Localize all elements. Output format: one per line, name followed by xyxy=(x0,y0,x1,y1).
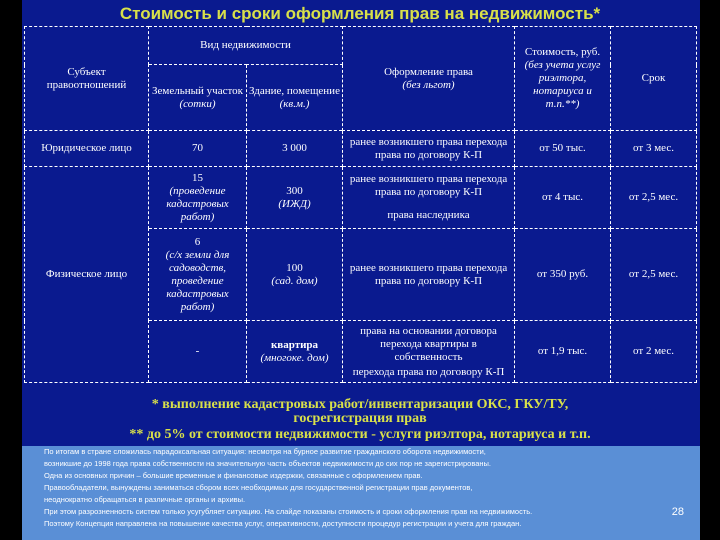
bottom-text-line: По итогам в стране сложилась парадоксальная ситуация: несмотря на бурное развитие гражданского оборота недвижимости, xyxy=(44,447,486,456)
header-land xyxy=(149,65,247,131)
row-building-note: (ИЖД) xyxy=(278,197,311,210)
row-land: - xyxy=(149,321,247,383)
bottom-text-line: Правообладатели, вынуждены заниматься сбором всех необходимых для государственной регистрации прав документов, xyxy=(44,483,473,492)
header-land-unit: (сотки) xyxy=(179,97,216,110)
footnote-line-1: * выполнение кадастровых работ/инвентаризации ОКС, ГКУ/ТУ, xyxy=(151,397,569,412)
header-building xyxy=(247,65,343,131)
row-cost: от 50 тыс. xyxy=(515,131,611,167)
row-land: 70 xyxy=(149,131,247,167)
row-building-note: (сад. дом) xyxy=(271,274,318,287)
header-registration-note: (без льгот) xyxy=(402,78,455,91)
row-building-value: квартира xyxy=(270,338,319,351)
header-cost xyxy=(515,27,611,131)
row-building-value: 300 xyxy=(286,184,303,197)
row-land xyxy=(149,229,247,321)
row-term: от 2 мес. xyxy=(611,321,697,383)
bottom-text-panel xyxy=(22,446,700,540)
row-building xyxy=(247,229,343,321)
slide-title: Стоимость и сроки оформления прав на недвижимость* xyxy=(119,4,601,23)
row-registration-heir: права наследника xyxy=(387,209,470,221)
row-land xyxy=(149,167,247,229)
row-registration-transfer: перехода права по договору К-П xyxy=(352,365,505,378)
row-registration: ранее возникшего права перехода права по договору К-П xyxy=(343,229,515,321)
footnote-line-2: госрегистрация прав xyxy=(293,411,427,426)
row-registration-text: ранее возникшего права перехода права по договору К-П xyxy=(349,173,508,198)
header-subject: Субъект правоотношений xyxy=(25,27,149,131)
row-cost: от 350 руб. xyxy=(515,229,611,321)
row-registration-text: права на основании договора перехода квартиры в собственность xyxy=(360,324,497,363)
row-building-value: 100 xyxy=(286,261,303,274)
table-row xyxy=(25,131,697,167)
row-land-note: (с/х земли для садоводств, проведение кадастровых работ) xyxy=(165,248,230,313)
cost-table xyxy=(24,26,697,383)
row-subject: Юридическое лицо xyxy=(25,131,149,167)
bottom-text-line: Поэтому Концепция направлена на повышение качества услуг, оперативности, доступности процедур регистрации и учета для граждан. xyxy=(44,519,522,528)
page-number: 28 xyxy=(671,506,684,518)
header-cost-label: Стоимость, руб. xyxy=(524,46,601,58)
bottom-text-line: неоднократно обращаться в различные органы и архивы. xyxy=(44,495,246,504)
row-term: от 2,5 мес. xyxy=(611,167,697,229)
header-building-label: Здание, помещение xyxy=(249,84,340,97)
row-cost: от 1,9 тыс. xyxy=(515,321,611,383)
row-building xyxy=(247,321,343,383)
row-subject: Физическое лицо xyxy=(25,167,149,383)
right-border xyxy=(700,0,720,540)
table-row xyxy=(25,167,697,229)
row-term: от 2,5 мес. xyxy=(611,229,697,321)
header-cost-note: (без учета услуг риэлтора, нотариуса и т.п.**) xyxy=(524,59,601,110)
row-building xyxy=(247,167,343,229)
left-border xyxy=(0,0,22,540)
row-building-note: (многоке. дом) xyxy=(260,351,329,364)
row-term: от 3 мес. xyxy=(611,131,697,167)
bottom-text-line: возникшие до 1998 года права собственности на значительную часть объектов недвижимости до сих пор не зарегистрированы. xyxy=(44,459,492,468)
header-term: Срок xyxy=(611,27,697,131)
header-registration xyxy=(343,27,515,131)
row-registration xyxy=(343,321,515,383)
row-land-note: (проведение кадастровых работ) xyxy=(166,184,229,223)
row-land-value: 6 xyxy=(194,235,201,248)
header-building-unit: (кв.м.) xyxy=(279,97,310,110)
row-registration xyxy=(343,167,515,229)
row-cost: от 4 тыс. xyxy=(515,167,611,229)
header-land-label: Земельный участок xyxy=(152,84,243,97)
row-registration: ранее возникшего права перехода права по договору К-П xyxy=(343,131,515,167)
bottom-text-line: Одна из основных причин – большие временные и финансовые издержки, связанные с оформлением прав. xyxy=(44,471,423,480)
footnote-line-3: ** до 5% от стоимости недвижимости - услуги риэлтора, нотариуса и т.п. xyxy=(129,427,591,442)
header-registration-label: Оформление права xyxy=(384,65,473,78)
header-property-type: Вид недвижимости xyxy=(149,27,343,65)
row-building: 3 000 xyxy=(247,131,343,167)
row-land-value: 15 xyxy=(192,171,203,184)
bottom-text-line: При этом разрозненность систем только усугубляет ситуацию. На слайде показаны стоимость и сроки оформления прав на недвижимость. xyxy=(44,507,533,516)
